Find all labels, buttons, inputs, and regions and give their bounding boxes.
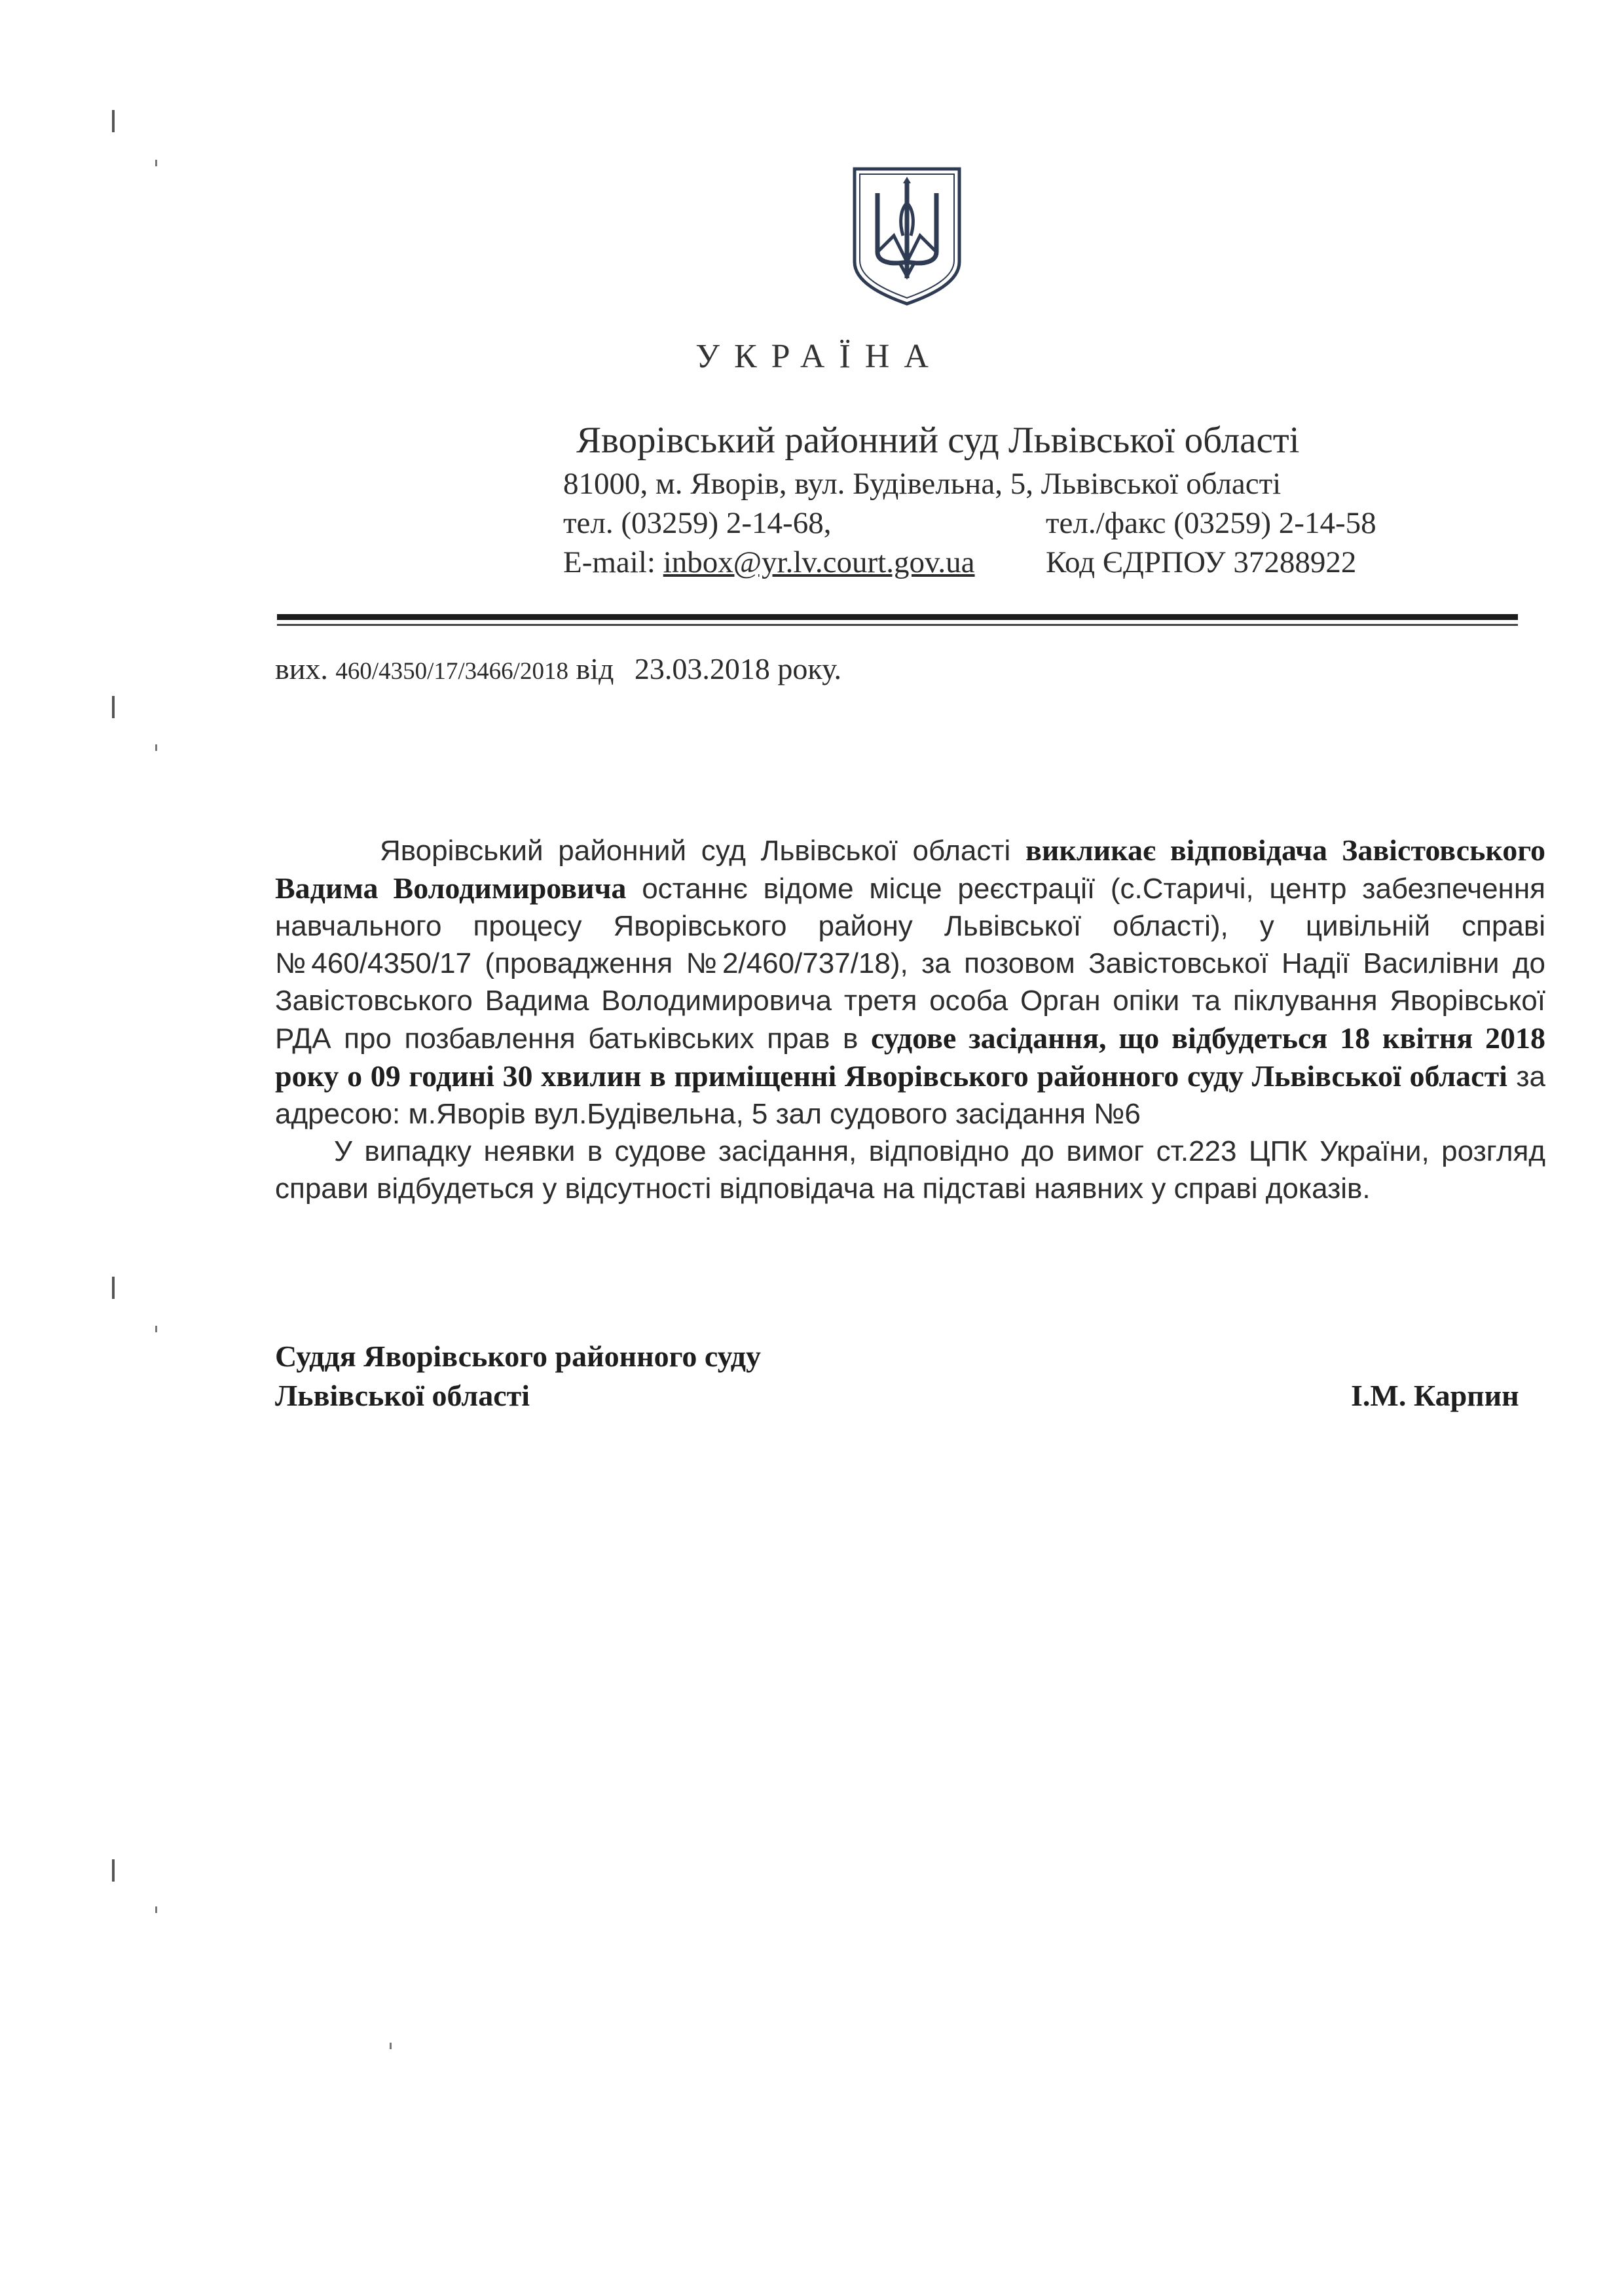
summons-paragraph (275, 831, 1545, 1133)
court-address: 81000, м. Яворів, вул. Будівельна, 5, Львівської області (563, 467, 1282, 501)
outgoing-date: 23.03.2018 року. (634, 652, 841, 685)
court-name: Яворівський районний суд Львівської області (576, 420, 1300, 461)
scan-mark (112, 696, 115, 718)
country-title: УКРАЇНА (695, 338, 943, 375)
court-phone-fax: тел./факс (03259) 2-14-58 (1046, 506, 1376, 540)
scan-mark (155, 160, 157, 166)
outgoing-reference (275, 651, 841, 686)
email-link[interactable]: inbox@yr.lv.court.gov.ua (663, 545, 975, 579)
summons-bold: судове засідання, що відбудеться 18 квітня 2018 року о 09 годині 30 хвилин в приміщенні Яворівського районного суду Львівської області (275, 1021, 1546, 1093)
summons-paragraph: У випадку неявки в судове засідання, відповідно до вимог ст.223 ЦПК України, розгляд справи відбудеться у відсутності відповідача на підставі наявних у справі доказів. (275, 1135, 1545, 1205)
court-email-line (563, 545, 975, 580)
header-divider (277, 614, 1518, 620)
summons-text: Яворівський районний суд Львівської області (380, 835, 1011, 867)
coat-of-arms-icon (848, 164, 966, 308)
signature-title: Суддя Яворівського районного суду (275, 1339, 762, 1373)
scan-mark (112, 1859, 115, 1882)
court-phone: тел. (03259) 2-14-68, (563, 506, 832, 540)
outgoing-number: 460/4350/17/3466/2018 (335, 658, 568, 685)
scan-mark (155, 744, 157, 751)
scan-mark (112, 110, 115, 132)
signature-title: Львівської області (275, 1379, 530, 1412)
scan-mark (155, 1326, 157, 1332)
email-label: E-mail: (563, 545, 663, 579)
summons-body (275, 831, 1545, 1207)
header-divider-thin (277, 624, 1518, 626)
signature-name: І.М. Карпин (1351, 1379, 1519, 1412)
outgoing-prefix: вих. (275, 652, 328, 685)
summons-text: за адресою: м.Яворів вул.Будівельна, 5 зал судового засідання №6 (275, 1061, 1545, 1130)
summons-bold: викликає відповідача Завістовського Вадима Володимировича (275, 833, 1545, 905)
scan-mark (390, 2043, 392, 2049)
scan-mark (112, 1277, 115, 1299)
summons-text: останнє відоме місце реєстрації (с.Старичі, центр забезпечення навчального процесу Яворівського району Львівської області), у цивільній справі №460/4350/17 (провадження №2/460/737/18), за позовом Завістовської Надії Василівни до Завістовського Вадима Володимировича третя особа Орган опіки та піклування Яворівської РДА про позбавлення батьківських прав в (275, 873, 1545, 1055)
outgoing-from: від (576, 652, 614, 685)
court-edrpou: Код ЄДРПОУ 37288922 (1046, 545, 1357, 579)
scan-mark (155, 1906, 157, 1913)
